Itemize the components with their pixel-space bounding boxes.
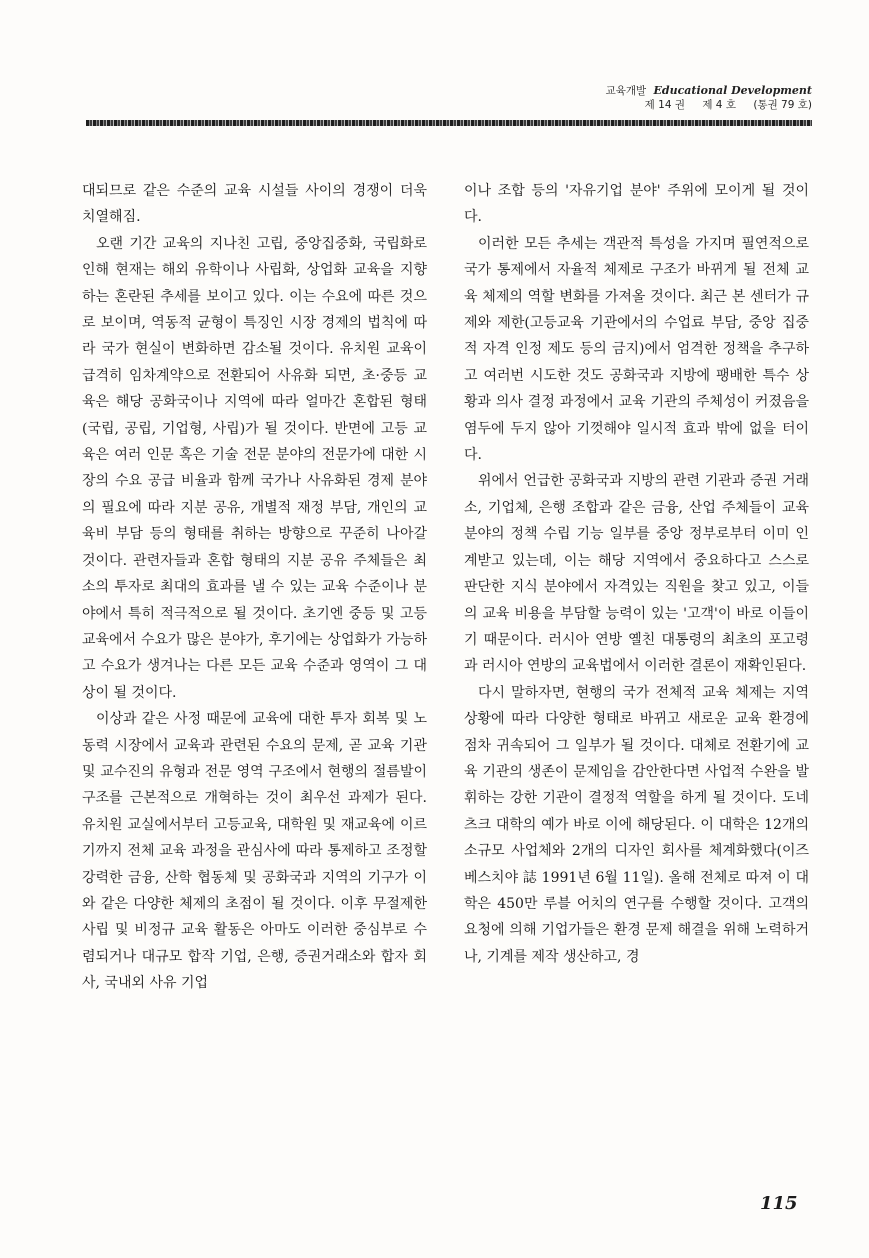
paragraph: 이러한 모든 추세는 객관적 특성을 가지며 필연적으로 국가 통제에서 자율적 체제로 구조가 바뀌게 될 전체 교육 체제의 역할 변화를 가져올 것이다. 최근 본 센터가 규제와 제한(고등교육 기관에서의 수업료 부담, 중앙 집중적 자격 인정 제도 등의 금지)에서 엄격한 정책을 추구하고 여러번 시도한 것도 공화국과 지방에 팽배한 특수 상황과 의사 결정 과정에서 교육 기관의 주체성이 커졌음을 염두에 두지 않아 기껏해야 일시적 효과 밖에 없을 터이다.	[464, 235, 809, 464]
paragraph: 오랜 기간 교육의 지나친 고립, 중앙집중화, 국립화로 인해 현재는 해외 유학이나 사립화, 상업화 교육을 지향하는 혼란된 추세를 보이고 있다. 이는 수요에 따른 것으로 보이며, 역동적 균형이 특징인 시장 경제의 법칙에 따라 국가 현실이 변화하면 감소될 것이다. 유치원 교육이 급격히 임차계약으로 전환되어 사유화 되면, 초·중등 교육은 해당 공화국이나 지역에 따라 얼마간 혼합된 형태(국립, 공립, 기업형, 사립)가 될 것이다. 반면에 고등 교육은 여러 인문 혹은 기술 전문 분야의 전문가에 대한 시장의 수요 공급 비율과 함께 국가나 사유화된 경제 분야의 필요에 따라 지분 공유, 개별적 재정 부담, 개인의 교육비 부담 등의 형태를 취하는 방향으로 꾸준히 나아갈 것이다. 관련자들과 혼합 형태의 지분 공유 주체들은 최소의 투자로 최대의 효과를 낼 수 있는 교육 수준이나 분야에서 특히 적극적으로 될 것이다. 초기엔 중등 및 고등 교육에서 수요가 많은 분야가, 후기에는 상업화가 가능하고 수요가 생겨나는 다른 모든 교육 수준과 영역이 그 대상이 될 것이다.	[82, 235, 427, 701]
issue-info	[606, 98, 812, 112]
journal-title	[606, 84, 812, 98]
volume-number: 제 14 권	[644, 99, 685, 111]
right-column	[464, 178, 809, 970]
journal-title-korean: 교육개발	[605, 85, 647, 97]
paragraph: 다시 말하자면, 현행의 국가 전체적 교육 체제는 지역 상황에 따라 다양한 형태로 바뀌고 새로운 교육 환경에 점차 귀속되어 그 일부가 될 것이다. 대체로 전환기에 교육 기관의 생존이 문제임을 감안한다면 사업적 수완을 발휘하는 강한 기관이 결정적 역할을 하게 될 것이다. 도네츠크 대학의 예가 바로 이에 해당된다. 이 대학은 12개의 소규모 사업체와 2개의 디자인 회사를 체계화했다(이즈베스치야 誌 1991년 6월 11일). 올해 전체로 따져 이 대학은 450만 루블 어치의 연구를 수행할 것이다. 고객의 요청에 의해 기업가들은 환경 문제 해결을 위해 노력하거나, 기계를 제작 생산하고, 경	[464, 684, 809, 965]
page-number: 115	[760, 1193, 798, 1214]
paragraph: 이나 조합 등의 '자유기업 분야' 주위에 모이게 될 것이다.	[464, 183, 809, 226]
paragraph: 대되므로 같은 수준의 교육 시설들 사이의 경쟁이 더욱 치열해짐.	[82, 183, 427, 226]
paragraph: 이상과 같은 사정 때문에 교육에 대한 투자 회복 및 노동력 시장에서 교육과 관련된 수요의 문제, 곧 교육 기관 및 교수진의 유형과 전문 영역 구조에서 현행의 절름발이 구조를 근본적으로 개혁하는 것이 최우선 과제가 된다. 유치원 교실에서부터 고등교육, 대학원 및 재교육에 이르기까지 전체 교육 과정을 관심사에 따라 통제하고 조정할 강력한 금융, 산학 협동체 및 공화국과 지역의 기구가 이와 같은 다양한 체제의 초점이 될 것이다. 이후 무절제한 사립 및 비정규 교육 활동은 아마도 이러한 중심부로 수렴되거나 대규모 합작 기업, 은행, 증권거래소와 합자 회사, 국내외 사유 기업	[82, 711, 427, 992]
journal-title-english: Educational Development	[653, 84, 812, 97]
issue-number: 제 4 호	[702, 99, 736, 111]
header-rule	[86, 120, 812, 126]
left-column	[82, 178, 427, 997]
paragraph: 위에서 언급한 공화국과 지방의 관련 기관과 증권 거래소, 기업체, 은행 조합과 같은 금융, 산업 주체들이 교육 분야의 정책 수립 기능 일부를 중앙 정부로부터 이미 인계받고 있는데, 이는 해당 지역에서 중요하다고 스스로 판단한 지식 분야에서 자격있는 직원을 찾고 있고, 이들의 교육 비용을 부담할 능력이 있는 '고객'이 바로 이들이기 때문이다. 러시아 연방 옐친 대통령의 최초의 포고령과 러시아 연방의 교육법에서 이러한 결론이 재확인된다.	[464, 473, 809, 675]
total-issue-number: (통권 79 호)	[753, 99, 812, 111]
running-header	[606, 84, 812, 112]
